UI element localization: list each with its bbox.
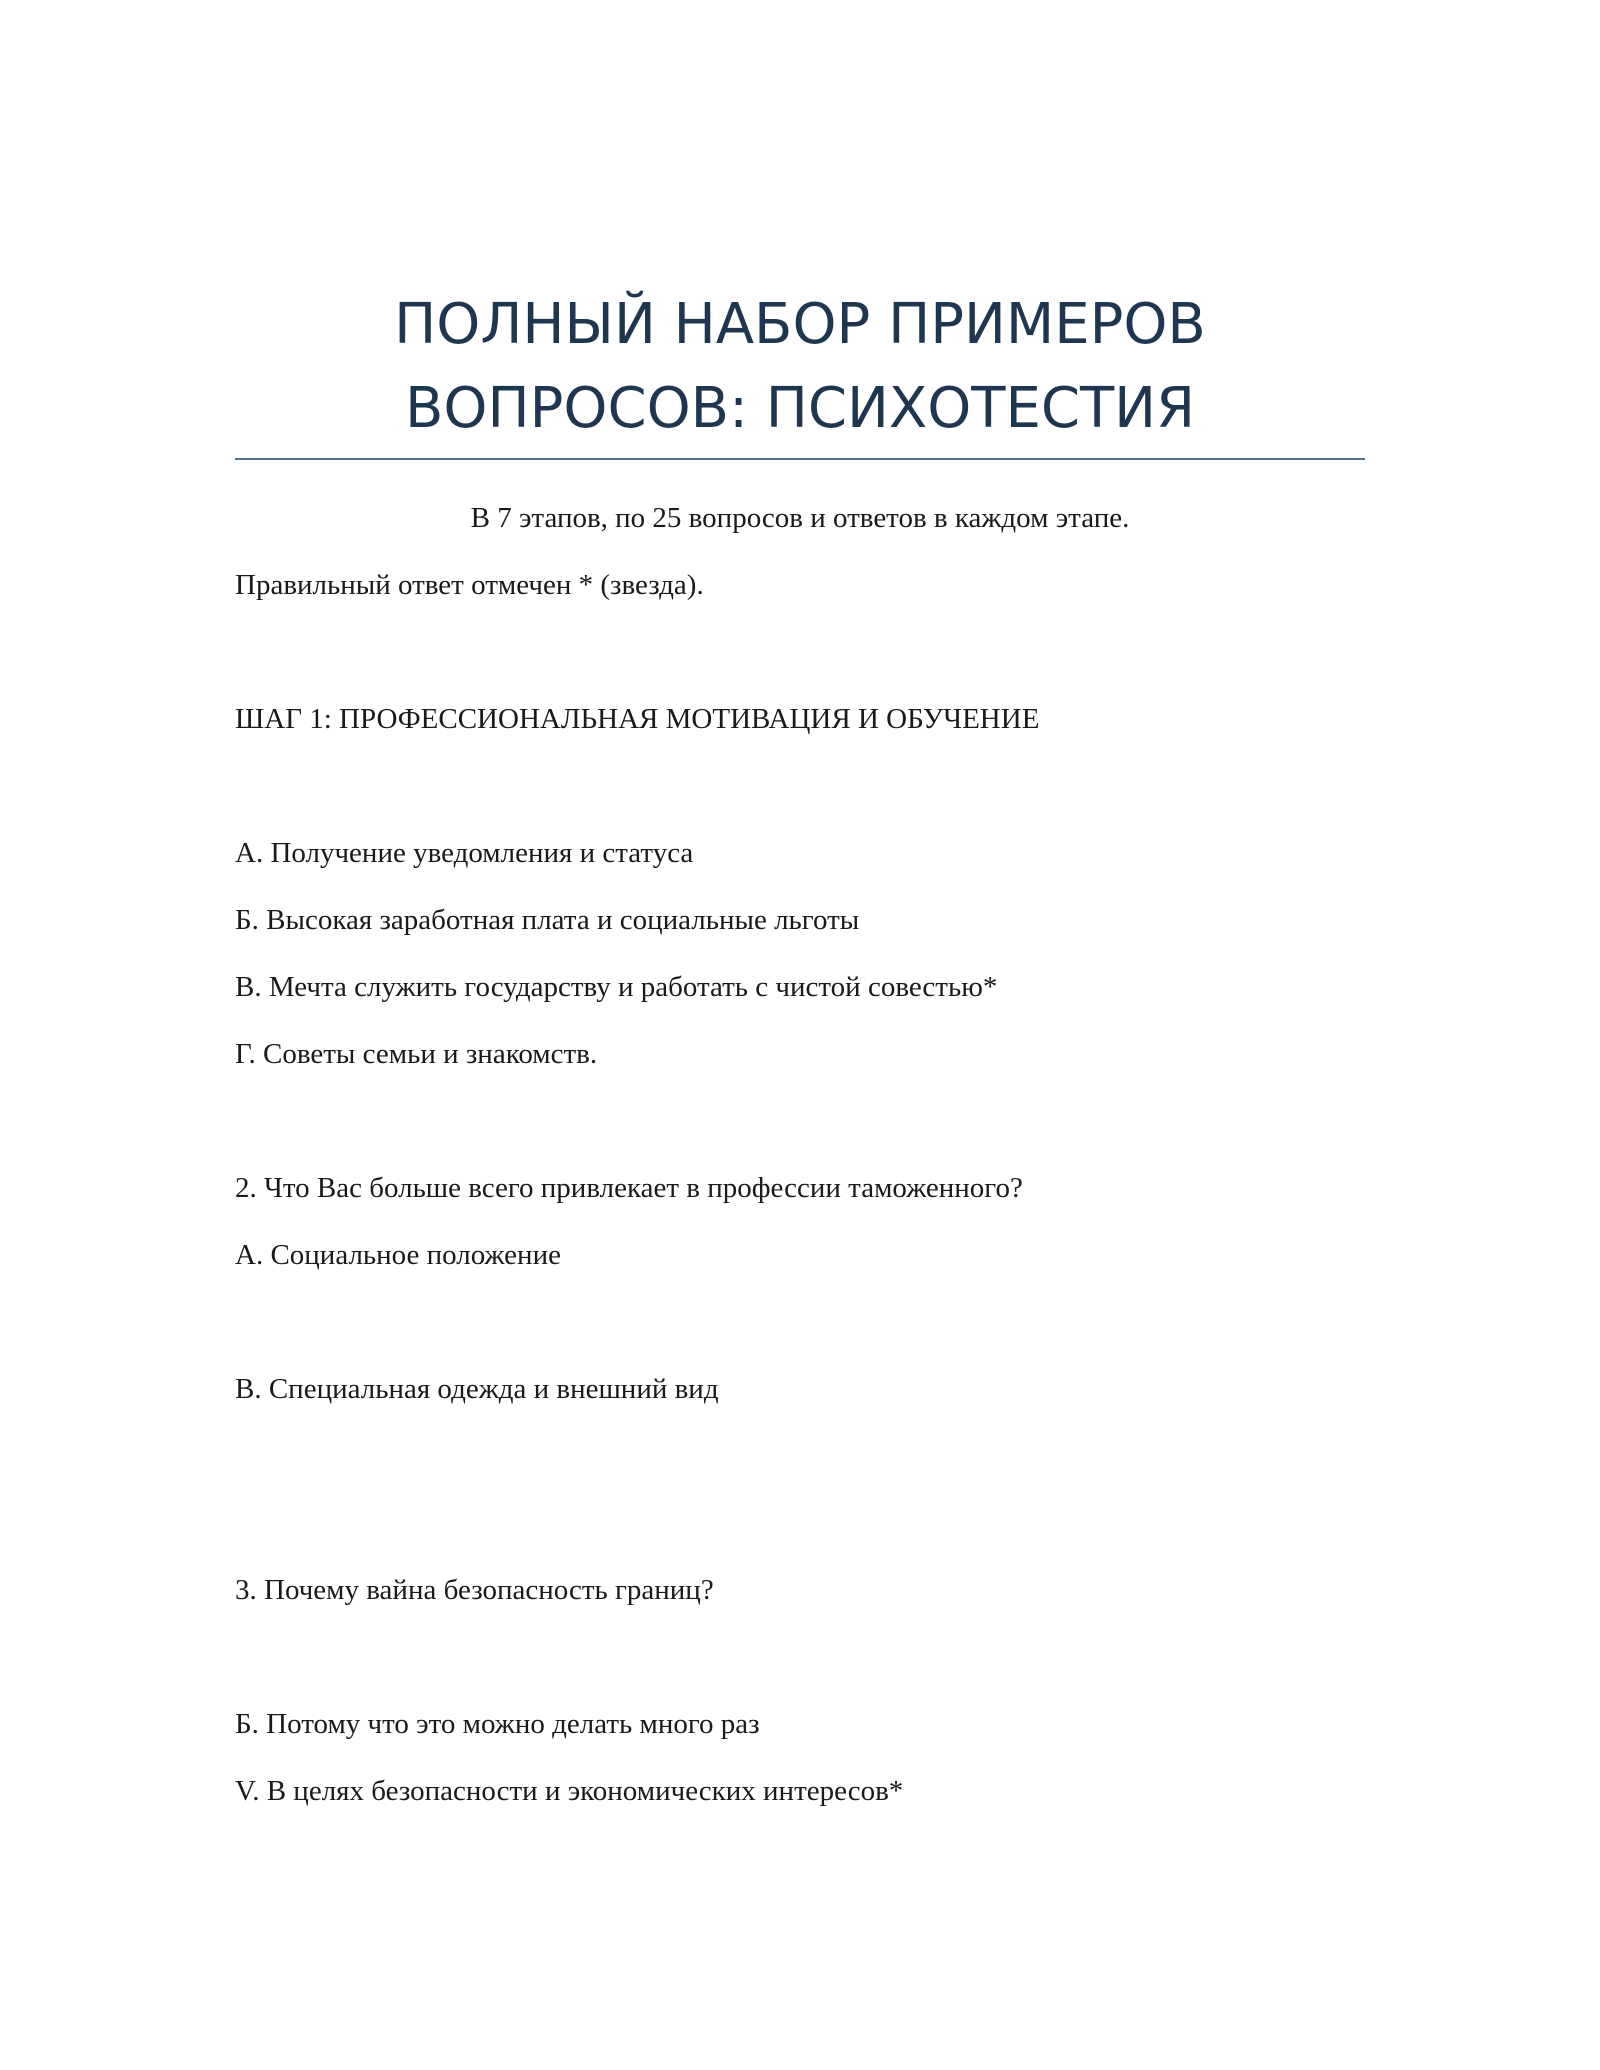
q2-question: 2. Что Вас больше всего привлекает в профессии таможенного? [235,1172,1023,1204]
q1-option-a: А. Получение уведомления и статуса [235,837,694,869]
q1-option-v: В. Мечта служить государству и работать с чистой совестью* [235,971,998,1003]
q3-question: 3. Почему вайна безопасность границ? [235,1574,714,1606]
q2-option-v: В. Специальная одежда и внешний вид [235,1373,719,1405]
q1-option-g: Г. Советы семьи и знакомств. [235,1038,598,1070]
title-line-2: ВОПРОСОВ: ПСИХОТЕСТИЯ [405,376,1195,441]
step-heading: ШАГ 1: ПРОФЕССИОНАЛЬНАЯ МОТИВАЦИЯ И ОБУЧЕНИЕ [235,703,1040,735]
q1-option-b: Б. Высокая заработная плата и социальные льготы [235,904,860,936]
subtitle: В 7 этапов, по 25 вопросов и ответов в каждом этапе. [470,502,1130,534]
q3-option-v: V. В целях безопасности и экономических интересов* [235,1775,904,1807]
q3-option-b: Б. Потому что это можно делать много раз [235,1708,760,1740]
q2-option-a: А. Социальное положение [235,1239,561,1271]
document-title [235,283,1365,451]
title-divider [235,458,1365,460]
title-line-1: ПОЛНЫЙ НАБОР ПРИМЕРОВ [394,292,1206,357]
instruction-note: Правильный ответ отмечен * (звезда). [235,569,704,601]
